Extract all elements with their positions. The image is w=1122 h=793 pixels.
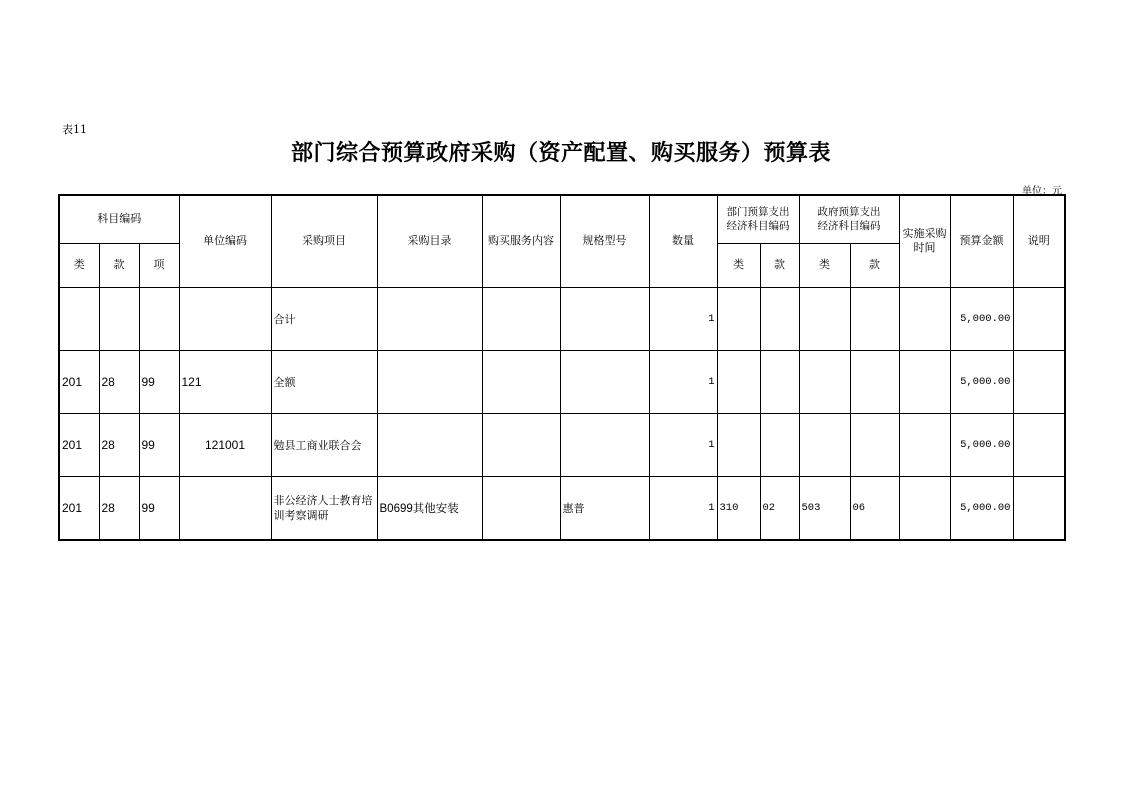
cell-time bbox=[899, 413, 950, 476]
cell-note bbox=[1013, 476, 1065, 540]
cell-note bbox=[1013, 350, 1065, 413]
cell-note bbox=[1013, 287, 1065, 350]
cell-kuan: 28 bbox=[99, 350, 139, 413]
header-gov-econ-line2: 经济科目编码 bbox=[817, 220, 881, 233]
header-project: 采购项目 bbox=[271, 195, 377, 287]
cell-quantity: 1 bbox=[649, 350, 717, 413]
header-dept-kuan: 款 bbox=[760, 243, 799, 287]
header-lei: 类 bbox=[59, 243, 99, 287]
cell-lei: 201 bbox=[59, 476, 99, 540]
header-xiang: 项 bbox=[139, 243, 179, 287]
cell-unit-code bbox=[179, 476, 271, 540]
cell-quantity: 1 bbox=[649, 413, 717, 476]
header-dept-econ-code bbox=[717, 195, 799, 243]
cell-service bbox=[482, 413, 560, 476]
cell-amount: 5,000.00 bbox=[950, 287, 1013, 350]
cell-gov-kuan bbox=[850, 413, 899, 476]
cell-project: 非公经济人士教育培训考察调研 bbox=[271, 476, 377, 540]
cell-lei bbox=[59, 287, 99, 350]
header-impl-time-line1: 实施采购 bbox=[902, 227, 947, 241]
cell-dept-kuan bbox=[760, 350, 799, 413]
header-service: 购买服务内容 bbox=[482, 195, 560, 287]
cell-dept-kuan bbox=[760, 413, 799, 476]
header-note: 说明 bbox=[1013, 195, 1065, 287]
cell-quantity: 1 bbox=[649, 476, 717, 540]
cell-catalog bbox=[377, 350, 482, 413]
cell-amount: 5,000.00 bbox=[950, 476, 1013, 540]
table-row bbox=[59, 476, 1065, 540]
budget-table bbox=[58, 194, 1066, 541]
cell-lei: 201 bbox=[59, 413, 99, 476]
cell-kuan bbox=[99, 287, 139, 350]
cell-spec bbox=[560, 350, 649, 413]
header-kuan: 款 bbox=[99, 243, 139, 287]
cell-note bbox=[1013, 413, 1065, 476]
cell-catalog: B0699其他安装 bbox=[377, 476, 482, 540]
header-spec: 规格型号 bbox=[560, 195, 649, 287]
header-dept-lei: 类 bbox=[717, 243, 760, 287]
cell-time bbox=[899, 287, 950, 350]
cell-catalog bbox=[377, 287, 482, 350]
table-row bbox=[59, 350, 1065, 413]
table-row bbox=[59, 287, 1065, 350]
cell-service bbox=[482, 350, 560, 413]
cell-dept-lei bbox=[717, 413, 760, 476]
header-gov-lei: 类 bbox=[799, 243, 850, 287]
cell-dept-lei: 310 bbox=[717, 476, 760, 540]
cell-service bbox=[482, 476, 560, 540]
cell-project: 勉县工商业联合会 bbox=[271, 413, 377, 476]
cell-gov-lei bbox=[799, 413, 850, 476]
cell-dept-lei bbox=[717, 350, 760, 413]
cell-unit-code: 121 bbox=[179, 350, 271, 413]
header-unit-code: 单位编码 bbox=[179, 195, 271, 287]
header-gov-kuan: 款 bbox=[850, 243, 899, 287]
cell-amount: 5,000.00 bbox=[950, 413, 1013, 476]
cell-gov-lei bbox=[799, 287, 850, 350]
cell-service bbox=[482, 287, 560, 350]
cell-dept-lei bbox=[717, 287, 760, 350]
cell-project: 全额 bbox=[271, 350, 377, 413]
cell-spec bbox=[560, 413, 649, 476]
header-row-1 bbox=[59, 195, 1065, 243]
cell-gov-kuan bbox=[850, 350, 899, 413]
cell-gov-kuan: 06 bbox=[850, 476, 899, 540]
cell-quantity: 1 bbox=[649, 287, 717, 350]
header-gov-econ-line1: 政府预算支出 bbox=[817, 206, 881, 219]
header-gov-econ-code bbox=[799, 195, 899, 243]
cell-amount: 5,000.00 bbox=[950, 350, 1013, 413]
cell-xiang: 99 bbox=[139, 476, 179, 540]
cell-time bbox=[899, 350, 950, 413]
cell-xiang: 99 bbox=[139, 413, 179, 476]
cell-lei: 201 bbox=[59, 350, 99, 413]
header-subject-code: 科目编码 bbox=[59, 195, 179, 243]
cell-gov-kuan bbox=[850, 287, 899, 350]
table-row bbox=[59, 413, 1065, 476]
cell-xiang bbox=[139, 287, 179, 350]
cell-kuan: 28 bbox=[99, 413, 139, 476]
cell-project: 合计 bbox=[271, 287, 377, 350]
cell-gov-lei: 503 bbox=[799, 476, 850, 540]
unit-label: 单位：元 bbox=[1022, 186, 1062, 197]
cell-unit-code: 121001 bbox=[179, 413, 271, 476]
cell-spec: 惠普 bbox=[560, 476, 649, 540]
cell-xiang: 99 bbox=[139, 350, 179, 413]
cell-dept-kuan bbox=[760, 287, 799, 350]
cell-gov-lei bbox=[799, 350, 850, 413]
header-impl-time bbox=[899, 195, 950, 287]
cell-time bbox=[899, 476, 950, 540]
cell-dept-kuan: 02 bbox=[760, 476, 799, 540]
header-catalog: 采购目录 bbox=[377, 195, 482, 287]
cell-spec bbox=[560, 287, 649, 350]
page-title: 部门综合预算政府采购（资产配置、购买服务）预算表 bbox=[290, 140, 831, 166]
cell-catalog bbox=[377, 413, 482, 476]
header-amount: 预算金额 bbox=[950, 195, 1013, 287]
header-impl-time-line2: 时间 bbox=[913, 241, 936, 255]
header-quantity: 数量 bbox=[649, 195, 717, 287]
cell-unit-code bbox=[179, 287, 271, 350]
table-number: 表11 bbox=[62, 123, 87, 136]
header-dept-econ-line2: 经济科目编码 bbox=[726, 220, 790, 233]
header-dept-econ-line1: 部门预算支出 bbox=[726, 206, 790, 219]
cell-kuan: 28 bbox=[99, 476, 139, 540]
